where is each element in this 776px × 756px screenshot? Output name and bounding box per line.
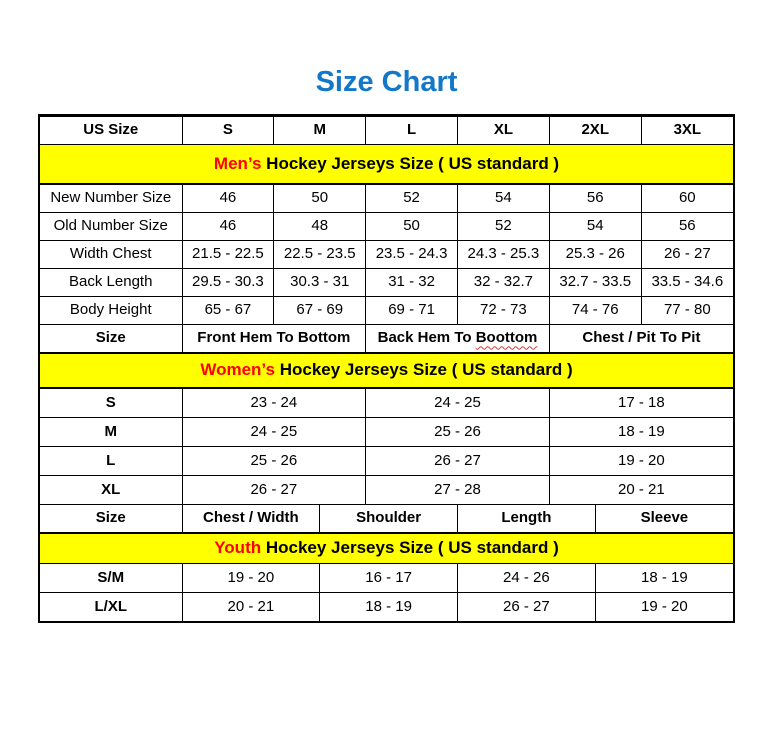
size-value-cell: 50 [366, 213, 458, 241]
size-value-cell: 25.3 - 26 [549, 241, 641, 269]
size-value-cell: 19 - 20 [595, 593, 733, 622]
size-value-cell: 52 [366, 184, 458, 213]
youth-column-header: Length [458, 505, 596, 534]
page-title: Size Chart [315, 66, 458, 98]
size-value-cell: 67 - 69 [274, 297, 366, 325]
mens-table-row [40, 241, 733, 269]
size-value-cell: 17 - 18 [549, 388, 733, 418]
size-value-cell: 74 - 76 [549, 297, 641, 325]
mens-table-title [40, 145, 733, 185]
size-value-cell: 56 [641, 213, 733, 241]
youth-column-header: Sleeve [595, 505, 733, 534]
mens-table-row [40, 269, 733, 297]
youth-column-header-row [40, 505, 733, 534]
size-value-cell: 23 - 24 [182, 388, 366, 418]
mens-column-header: US Size [40, 117, 182, 145]
row-label: Back Length [40, 269, 182, 297]
womens-table-row [40, 476, 733, 505]
row-label: S [40, 388, 182, 418]
size-value-cell: 32 - 32.7 [457, 269, 549, 297]
mens-column-header: L [366, 117, 458, 145]
size-value-cell: 60 [641, 184, 733, 213]
size-value-cell: 72 - 73 [457, 297, 549, 325]
size-value-cell: 25 - 26 [366, 418, 550, 447]
size-value-cell: 26 - 27 [366, 447, 550, 476]
size-value-cell: 46 [182, 184, 274, 213]
size-value-cell: 27 - 28 [366, 476, 550, 505]
size-value-cell: 19 - 20 [182, 564, 320, 593]
size-value-cell: 22.5 - 23.5 [274, 241, 366, 269]
mens-title-highlight: Men’s [213, 153, 262, 173]
size-value-cell: 25 - 26 [182, 447, 366, 476]
row-label: L/XL [40, 593, 182, 622]
mens-column-header: XL [457, 117, 549, 145]
size-value-cell: 29.5 - 30.3 [182, 269, 274, 297]
youth-table-row [40, 593, 733, 622]
youth-column-header: Shoulder [320, 505, 458, 534]
row-label: S/M [40, 564, 182, 593]
size-value-cell: 32.7 - 33.5 [549, 269, 641, 297]
row-label: Body Height [40, 297, 182, 325]
mens-table-row [40, 213, 733, 241]
row-label: L [40, 447, 182, 476]
size-value-cell: 20 - 21 [549, 476, 733, 505]
misspelled-word: Boottom [475, 329, 538, 347]
mens-column-header: S [182, 117, 274, 145]
size-chart-page [38, 64, 735, 623]
youth-column-header: Size [40, 505, 182, 534]
size-value-cell: 52 [457, 213, 549, 241]
size-chart-tables [38, 114, 735, 623]
youth-title-rest: Hockey Jerseys Size ( US standard ) [261, 538, 559, 558]
size-value-cell: 26 - 27 [182, 476, 366, 505]
mens-column-header: 3XL [641, 117, 733, 145]
youth-table-title-row [40, 533, 733, 564]
womens-column-header: Front Hem To Bottom [182, 325, 366, 354]
size-value-cell: 24.3 - 25.3 [457, 241, 549, 269]
size-value-cell: 19 - 20 [549, 447, 733, 476]
mens-title-rest: Hockey Jerseys Size ( US standard ) [261, 153, 560, 173]
womens-column-header: Chest / Pit To Pit [549, 325, 733, 354]
size-value-cell: 18 - 19 [320, 593, 458, 622]
mens-table-title-row [40, 145, 733, 185]
size-value-cell: 56 [549, 184, 641, 213]
size-value-cell: 31 - 32 [366, 269, 458, 297]
size-value-cell: 20 - 21 [182, 593, 320, 622]
row-label: M [40, 418, 182, 447]
mens-column-header: 2XL [549, 117, 641, 145]
size-value-cell: 16 - 17 [320, 564, 458, 593]
womens-title-highlight: Women’s [200, 360, 275, 380]
mens-table-row [40, 184, 733, 213]
size-value-cell: 33.5 - 34.6 [641, 269, 733, 297]
size-value-cell: 50 [274, 184, 366, 213]
womens-title-rest: Hockey Jerseys Size ( US standard ) [274, 360, 573, 380]
size-value-cell: 69 - 71 [366, 297, 458, 325]
size-value-cell: 24 - 25 [366, 388, 550, 418]
size-value-cell: 46 [182, 213, 274, 241]
youth-table-row [40, 564, 733, 593]
size-value-cell: 18 - 19 [549, 418, 733, 447]
mens-column-header: M [274, 117, 366, 145]
mens-table-row [40, 297, 733, 325]
row-label: New Number Size [40, 184, 182, 213]
womens-table-title-row [40, 353, 733, 388]
womens-column-header: Back Hem To Boottom [366, 325, 550, 354]
size-value-cell: 30.3 - 31 [274, 269, 366, 297]
size-value-cell: 77 - 80 [641, 297, 733, 325]
mens-column-header-row [40, 117, 733, 145]
size-value-cell: 54 [549, 213, 641, 241]
size-value-cell: 65 - 67 [182, 297, 274, 325]
womens-column-header: Size [40, 325, 182, 354]
size-value-cell: 26 - 27 [641, 241, 733, 269]
youth-title-highlight: Youth [214, 538, 262, 558]
size-value-cell: 54 [457, 184, 549, 213]
size-value-cell: 24 - 26 [458, 564, 596, 593]
youth-table-title [40, 533, 733, 564]
size-value-cell: 48 [274, 213, 366, 241]
youth-column-header: Chest / Width [182, 505, 320, 534]
youth-size-table [40, 504, 733, 621]
size-value-cell: 21.5 - 22.5 [182, 241, 274, 269]
womens-table-row [40, 447, 733, 476]
mens-size-table [40, 116, 733, 325]
size-value-cell: 18 - 19 [595, 564, 733, 593]
size-value-cell: 23.5 - 24.3 [366, 241, 458, 269]
womens-column-header-row [40, 325, 733, 354]
womens-table-title [40, 353, 733, 388]
womens-size-table [40, 324, 733, 505]
row-label: XL [40, 476, 182, 505]
size-value-cell: 24 - 25 [182, 418, 366, 447]
row-label: Old Number Size [40, 213, 182, 241]
womens-table-row [40, 418, 733, 447]
size-value-cell: 26 - 27 [458, 593, 596, 622]
womens-table-row [40, 388, 733, 418]
row-label: Width Chest [40, 241, 182, 269]
